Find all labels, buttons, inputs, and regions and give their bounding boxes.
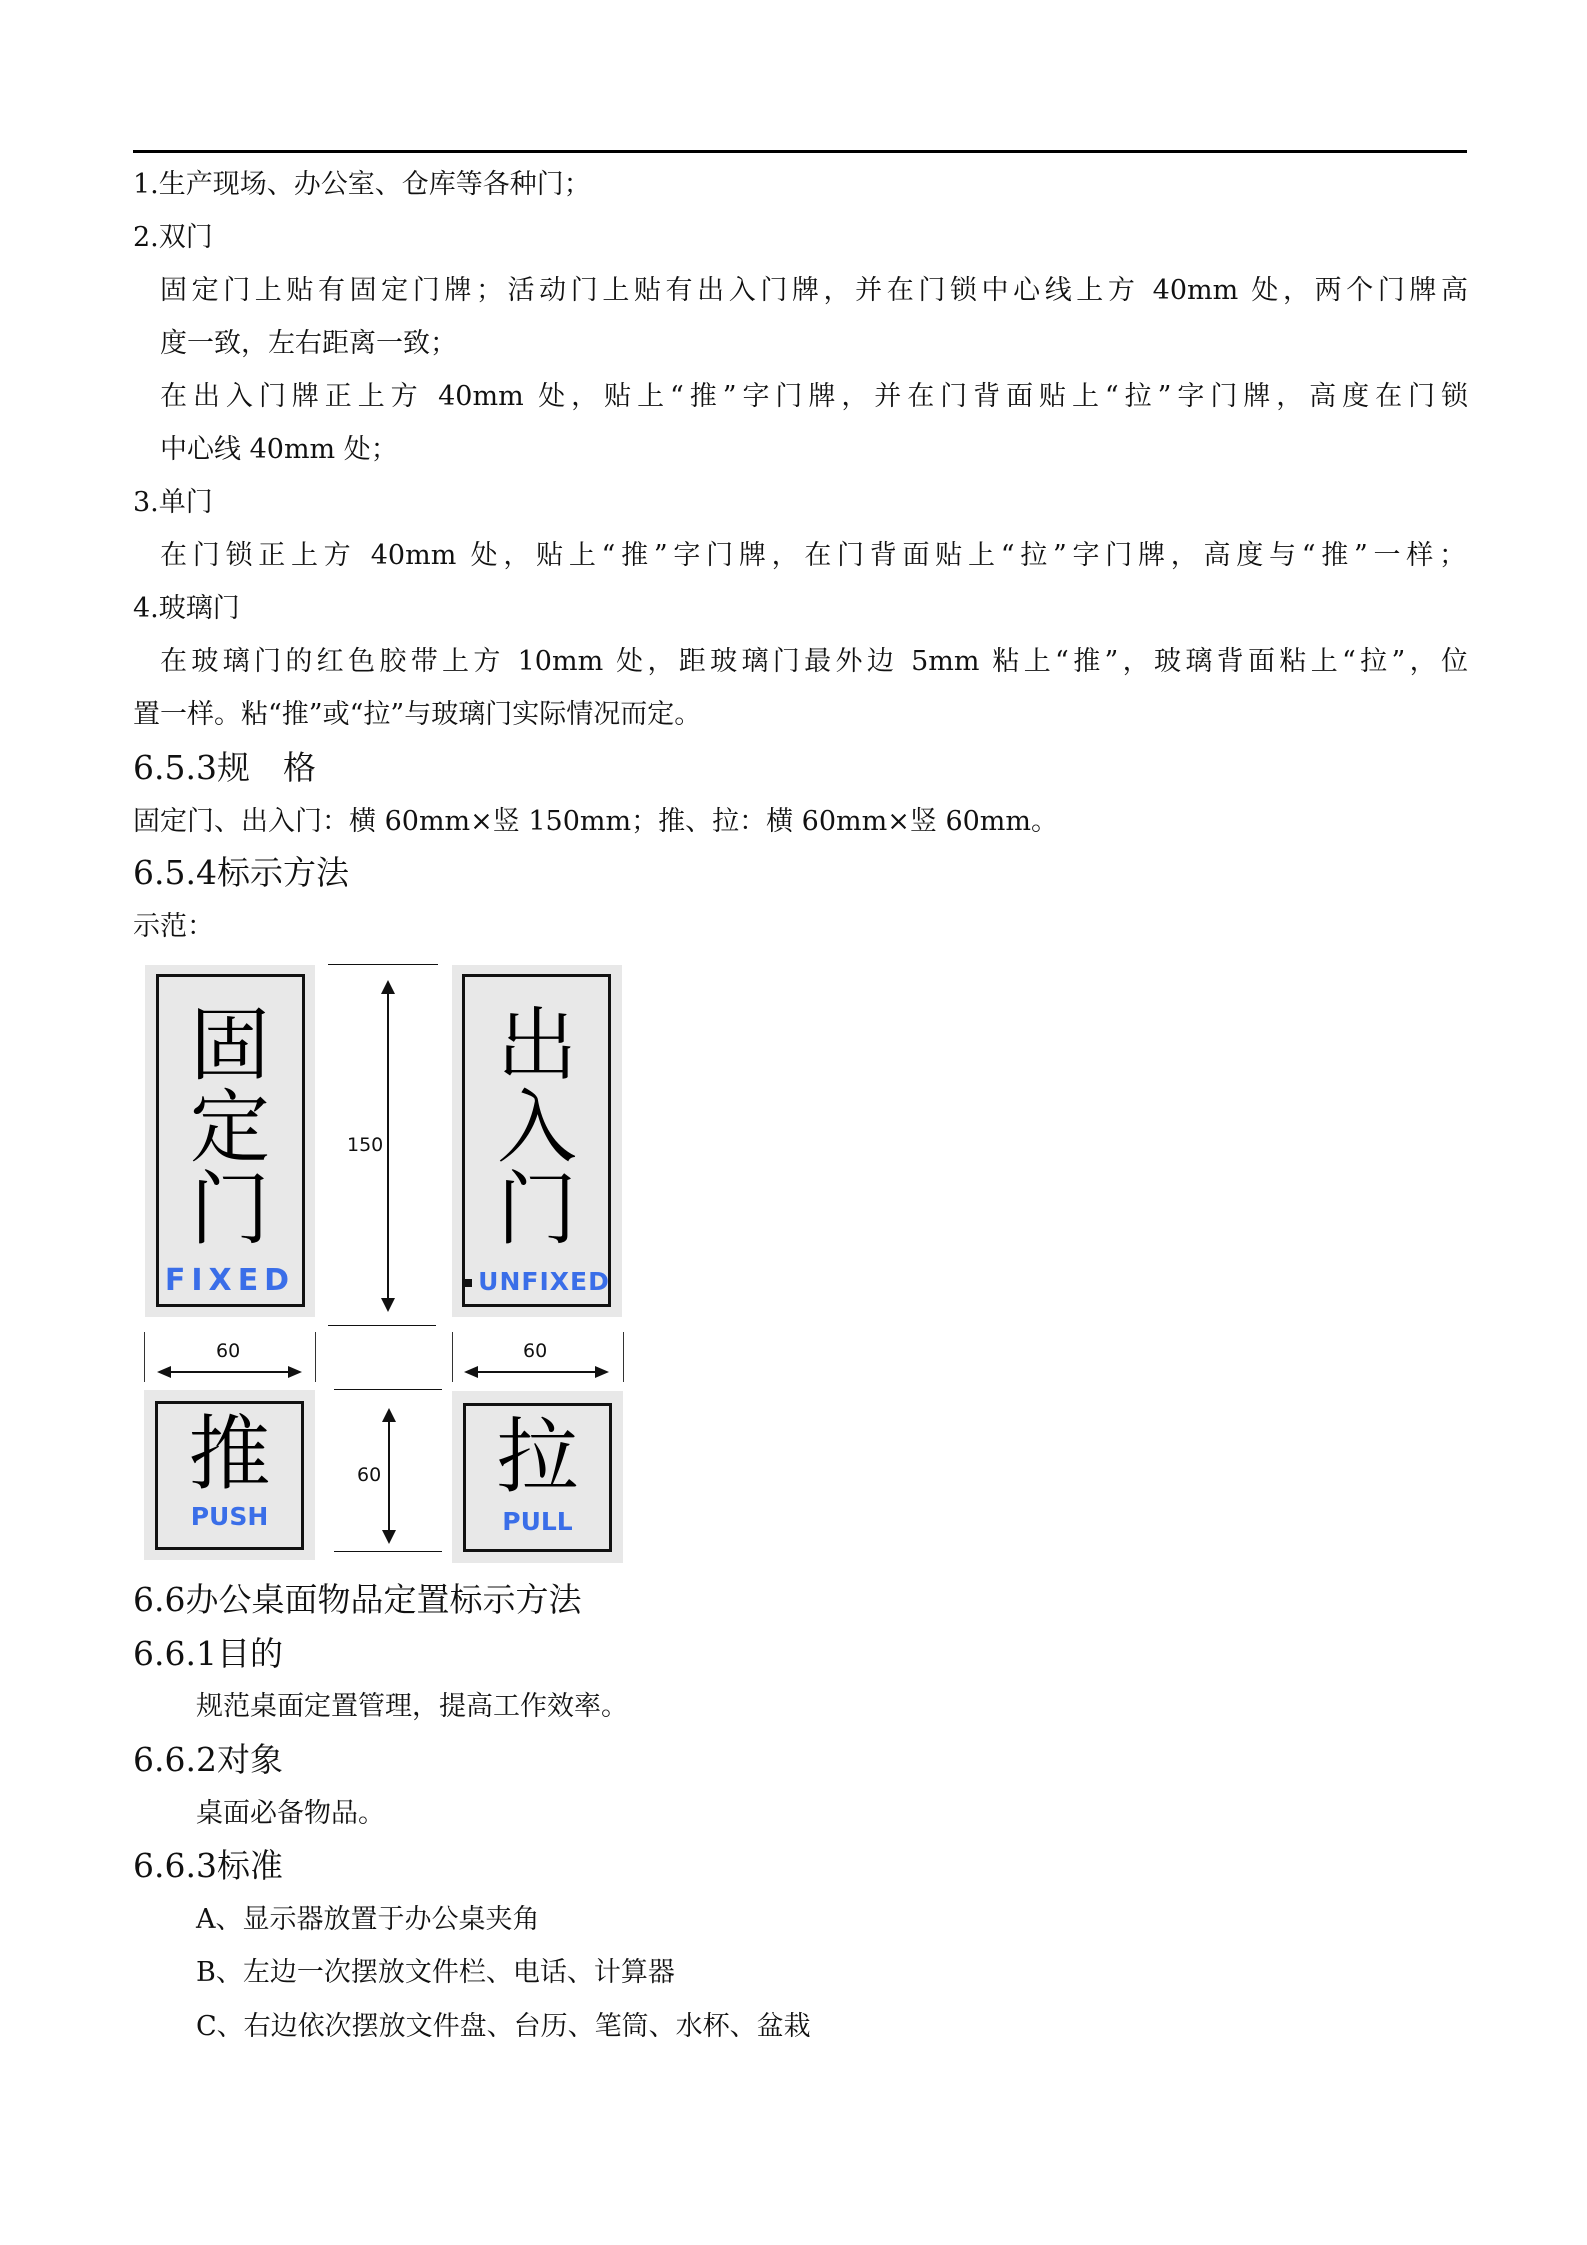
arrow-right-icon — [595, 1366, 609, 1378]
width-arrow-line-right — [477, 1371, 597, 1373]
spec-paragraph: 固定门、出入门：横 60mm×竖 150mm；推、拉：横 60mm×竖 60mm。 — [133, 806, 1058, 837]
standard-item-c: C、右边依次摆放文件盘、台历、笔筒、水杯、盆栽 — [196, 2011, 811, 2042]
glass-door-paragraph-line-2: 置一样。粘“推”或“拉”与玻璃门实际情况而定。 — [133, 699, 702, 730]
list-item-1: 1.生产现场、办公室、仓库等各种门； — [133, 169, 591, 200]
dimension-tick — [315, 1332, 316, 1382]
example-label: 示范： — [133, 911, 214, 942]
double-door-paragraph-line-2: 度一致，左右距离一致； — [160, 328, 457, 359]
double-door-paragraph2-line-1: 在出入门牌正上方 40mm 处，贴上“推”字门牌，并在门背面贴上“拉”字门牌，高度在门锁 — [160, 381, 1468, 412]
single-door-paragraph: 在门锁正上方 40mm 处，贴上“推”字门牌，在门背面贴上“拉”字门牌，高度与“推”一样； — [160, 540, 1466, 571]
sign-english-label: FIXED — [164, 1263, 296, 1298]
dimension-bottom-line — [328, 1325, 436, 1326]
sign-char: 定 — [190, 1081, 270, 1174]
sign-char: 出 — [497, 999, 577, 1092]
height-dimension-label: 150 — [347, 1134, 384, 1156]
unfixed-door-sign — [452, 965, 622, 1317]
dimension-arrow-line — [388, 1420, 390, 1535]
list-item-3-heading: 3.单门 — [133, 487, 213, 518]
glass-door-paragraph-line-1: 在玻璃门的红色胶带上方 10mm 处，距玻璃门最外边 5mm 粘上“推”，玻璃背面粘上“拉”，位 — [160, 646, 1468, 677]
double-door-paragraph-line-1: 固定门上贴有固定门牌；活动门上贴有出入门牌，并在门锁中心线上方 40mm 处，两个门牌高 — [160, 275, 1468, 306]
arrow-down-icon — [381, 1298, 395, 1312]
arrow-right-icon — [288, 1366, 302, 1378]
section-heading-653: 6.5.3规 格 — [133, 748, 316, 787]
square-height-dimension-label: 60 — [357, 1464, 382, 1486]
sign-english-text: UNFIXED — [478, 1267, 610, 1296]
sign-char: 入 — [497, 1081, 577, 1174]
arrow-left-icon — [464, 1366, 478, 1378]
bullet-icon — [464, 1279, 472, 1287]
section-heading-66: 6.6办公桌面物品定置标示方法 — [133, 1580, 582, 1619]
sign-english-label: PUSH — [190, 1502, 269, 1531]
pull-sign — [452, 1391, 623, 1563]
dimension-arrow-line — [387, 990, 389, 1298]
dimension-top-line — [328, 964, 438, 965]
sign-char: 固 — [190, 999, 270, 1092]
header-rule — [133, 150, 1467, 153]
push-sign — [144, 1390, 315, 1560]
sign-english-label — [452, 1267, 622, 1297]
dimension-tick — [452, 1332, 453, 1382]
sign-english-label: PULL — [502, 1507, 573, 1536]
fixed-door-sign — [145, 965, 315, 1317]
standard-item-a: A、显示器放置于办公桌夹角 — [196, 1904, 540, 1935]
width-dimension-label-right: 60 — [523, 1340, 548, 1362]
dimension-tick — [623, 1332, 624, 1382]
object-paragraph: 桌面必备物品。 — [196, 1798, 385, 1829]
arrow-left-icon — [157, 1366, 171, 1378]
arrow-up-icon — [381, 980, 395, 994]
sign-char: 门 — [190, 1163, 270, 1256]
arrow-up-icon — [382, 1408, 396, 1422]
list-item-2-heading: 2.双门 — [133, 222, 213, 253]
double-door-paragraph2-line-2: 中心线 40mm 处； — [160, 434, 398, 465]
section-heading-654: 6.5.4标示方法 — [133, 853, 349, 892]
section-heading-661: 6.6.1目的 — [133, 1634, 283, 1673]
sign-char: 推 — [188, 1407, 271, 1502]
list-item-4-heading: 4.玻璃门 — [133, 593, 240, 624]
sign-char: 门 — [497, 1163, 577, 1256]
sign-char: 拉 — [496, 1410, 579, 1505]
standard-item-b: B、左边一次摆放文件栏、电话、计算器 — [196, 1957, 675, 1988]
dimension-bottom-line — [334, 1551, 442, 1552]
section-heading-662: 6.6.2对象 — [133, 1740, 283, 1779]
dimension-top-line — [334, 1389, 442, 1390]
section-heading-663: 6.6.3标准 — [133, 1846, 283, 1885]
width-arrow-line-left — [170, 1371, 290, 1373]
width-dimension-label-left: 60 — [216, 1340, 241, 1362]
purpose-paragraph: 规范桌面定置管理，提高工作效率。 — [196, 1691, 628, 1722]
arrow-down-icon — [382, 1530, 396, 1544]
dimension-tick — [144, 1332, 145, 1382]
